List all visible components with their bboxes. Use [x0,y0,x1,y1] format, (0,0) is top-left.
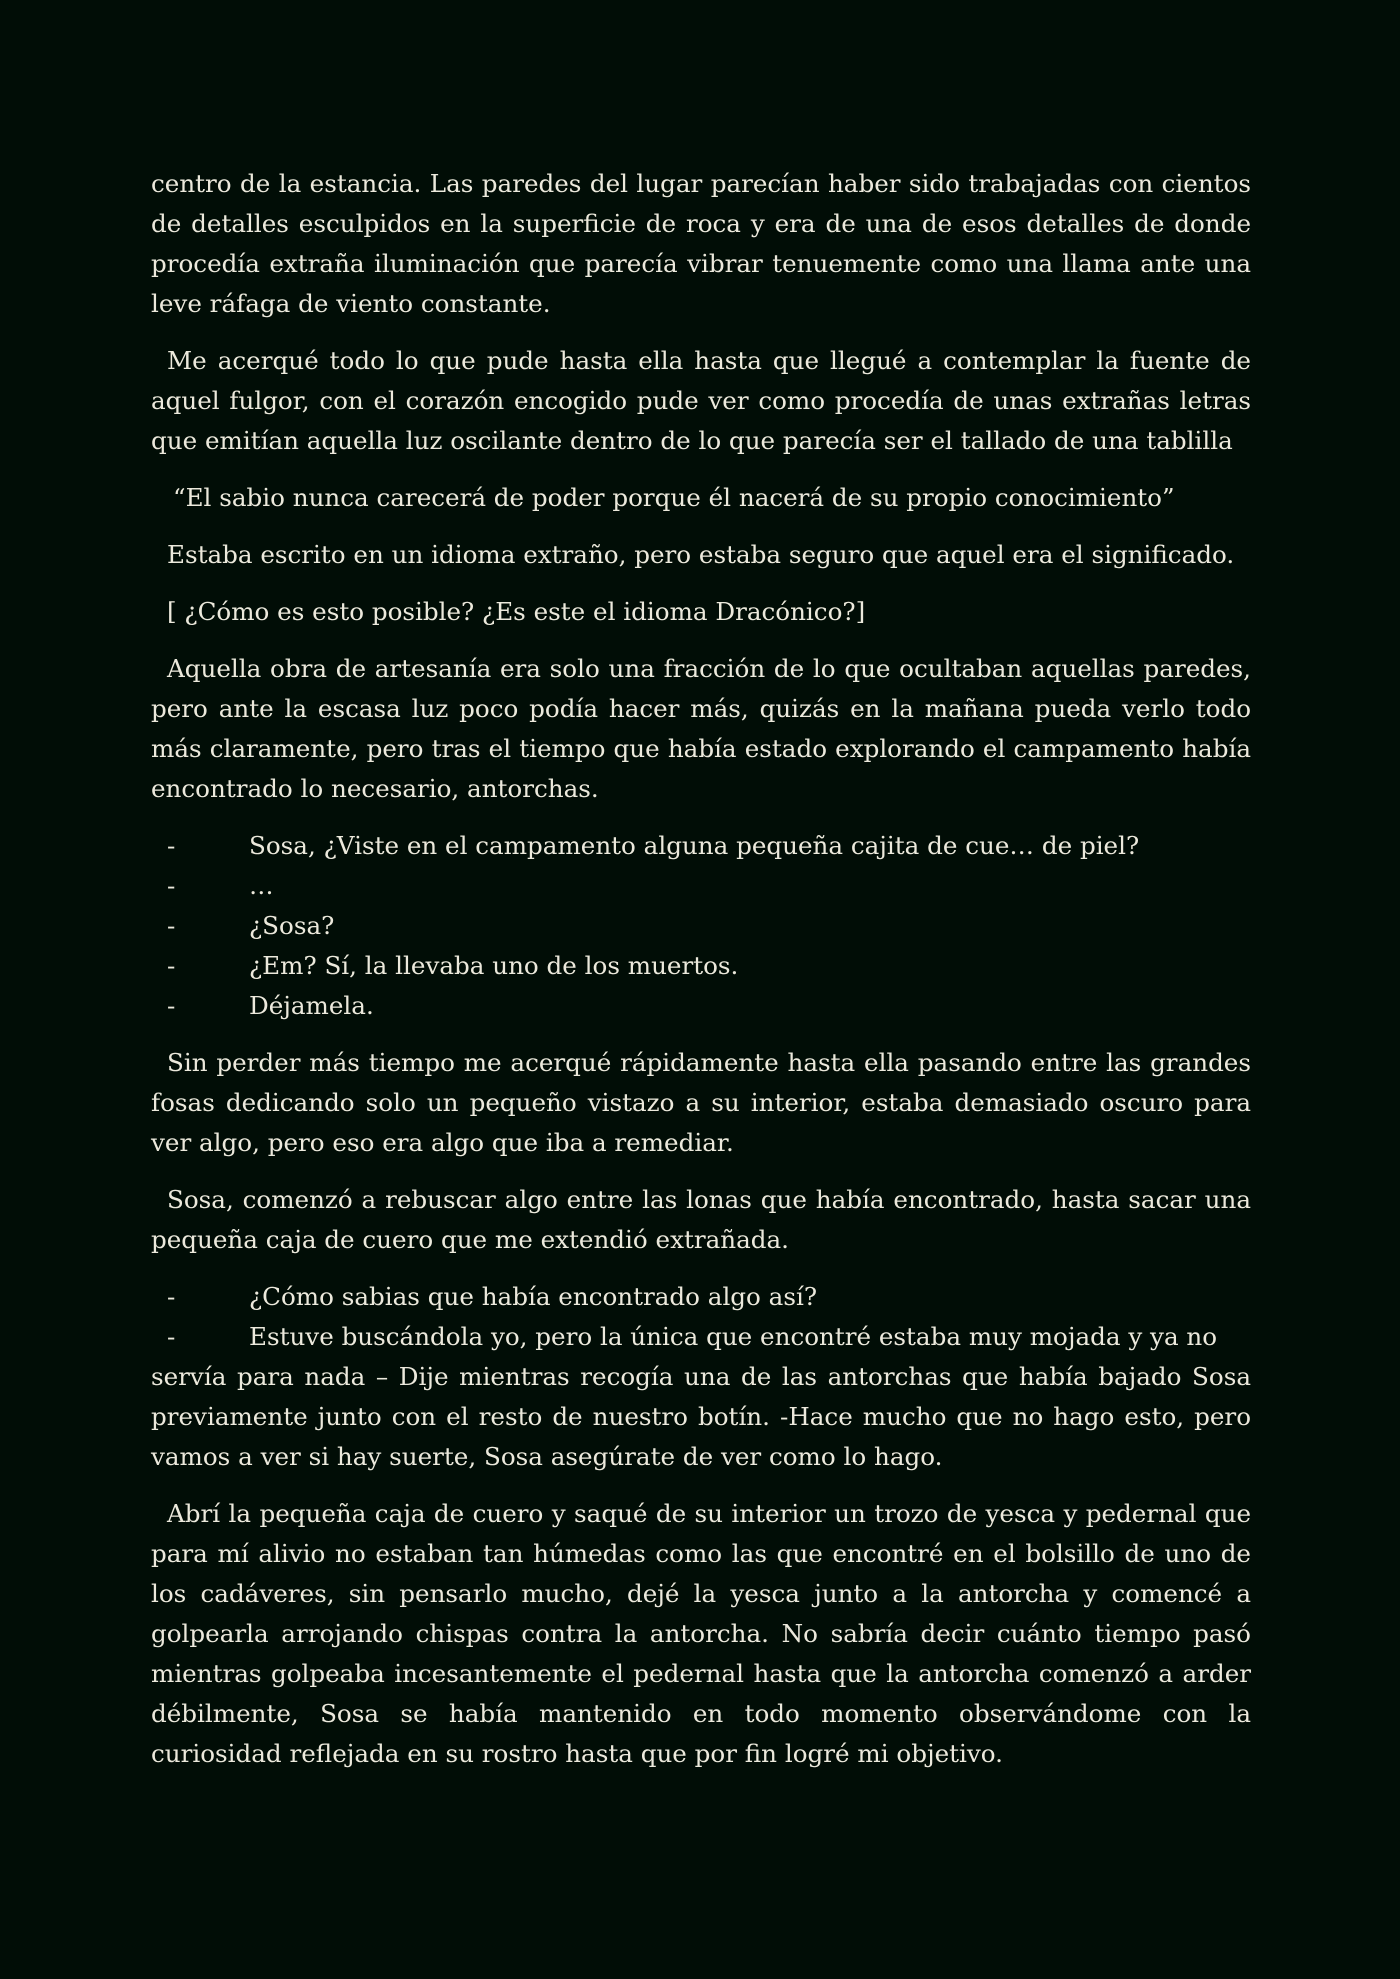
dialog-dash: - [167,1282,176,1311]
dialog-dash: - [167,991,176,1020]
dialog-text: … [249,871,274,900]
dialog-text: Sosa, ¿Viste en el campamento alguna pequeña cajita de cue… de piel? [249,831,1140,860]
dialog-text: ¿Cómo sabias que había encontrado algo así? [249,1282,818,1311]
quotation: “El sabio nunca carecerá de poder porque él nacerá de su propio conocimiento” [173,483,1175,512]
dialog-text: Estuve buscándola yo, pero la única que encontré estaba muy mojada y ya no [249,1322,1218,1351]
dialog-continuation: servía para nada – Dije mientras recogía una de las antorchas que había bajado Sosa previamente junto con el resto de nuestro botín. -Hace mucho que no hago esto, pero vamos a ver si hay suerte, Sosa asegúrate de ver como lo hago. [151,1362,1251,1471]
dialog-line [151,906,1251,946]
dialog-dash: - [167,1322,176,1351]
dialog-line [151,946,1251,986]
dialog-line [151,826,1251,866]
paragraph: Sin perder más tiempo me acerqué rápidamente hasta ella pasando entre las grandes fosas dedicando solo un pequeño vistazo a su interior, estaba demasiado oscuro para ver algo, pero eso era algo que iba a remediar. [151,1048,1251,1157]
paragraph: Me acerqué todo lo que pude hasta ella hasta que llegué a contemplar la fuente de aquel fulgor, con el corazón encogido pude ver como procedía de unas extrañas letras que emitían aquella luz oscilante dentro de lo que parecía ser el tallado de una tablilla [151,346,1251,455]
dialog-line [151,986,1251,1026]
paragraph: Estaba escrito en un idioma extraño, pero estaba seguro que aquel era el significado. [167,540,1235,569]
dialog-dash: - [167,831,176,860]
document-body [151,164,1251,1791]
paragraph: Aquella obra de artesanía era solo una fracción de lo que ocultaban aquellas paredes, pero ante la escasa luz poco podía hacer más, quizás en la mañana pueda verlo todo más claramente, pero tras el tiempo que había estado explorando el campamento había encontrado lo necesario, antorchas. [151,654,1251,803]
paragraph: Sosa, comenzó a rebuscar algo entre las lonas que había encontrado, hasta sacar una pequeña caja de cuero que me extendió extrañada. [151,1185,1251,1254]
dialog-text: ¿Sosa? [249,911,335,940]
dialog-dash: - [167,871,176,900]
dialog-block [151,826,1251,1026]
dialog-dash: - [167,911,176,940]
paragraph: Abrí la pequeña caja de cuero y saqué de su interior un trozo de yesca y pedernal que para mí alivio no estaban tan húmedas como las que encontré en el bolsillo de uno de los cadáveres, sin pensarlo mucho, dejé la yesca junto a la antorcha y comencé a golpearla arrojando chispas contra la antorcha. No sabría decir cuánto tiempo pasó mientras golpeaba incesantemente el pedernal hasta que la antorcha comenzó a arder débilmente, Sosa se había mantenido en todo momento observándome con la curiosidad reflejada en su rostro hasta que por fin logré mi objetivo. [151,1499,1251,1768]
thought-line: [ ¿Cómo es esto posible? ¿Es este el idioma Dracónico?] [167,597,866,626]
dialog-line [151,866,1251,906]
dialog-text: Déjamela. [249,991,374,1020]
dialog-line [151,1277,1251,1317]
dialog-text: ¿Em? Sí, la llevaba uno de los muertos. [249,951,739,980]
dialog-dash: - [167,951,176,980]
dialog-block [151,1277,1251,1477]
paragraph: centro de la estancia. Las paredes del lugar parecían haber sido trabajadas con cientos de detalles esculpidos en la superficie de roca y era de una de esos detalles de donde procedía extraña iluminación que parecía vibrar tenuemente como una llama ante una leve ráfaga de viento constante. [151,169,1251,318]
dialog-line [151,1317,1251,1357]
